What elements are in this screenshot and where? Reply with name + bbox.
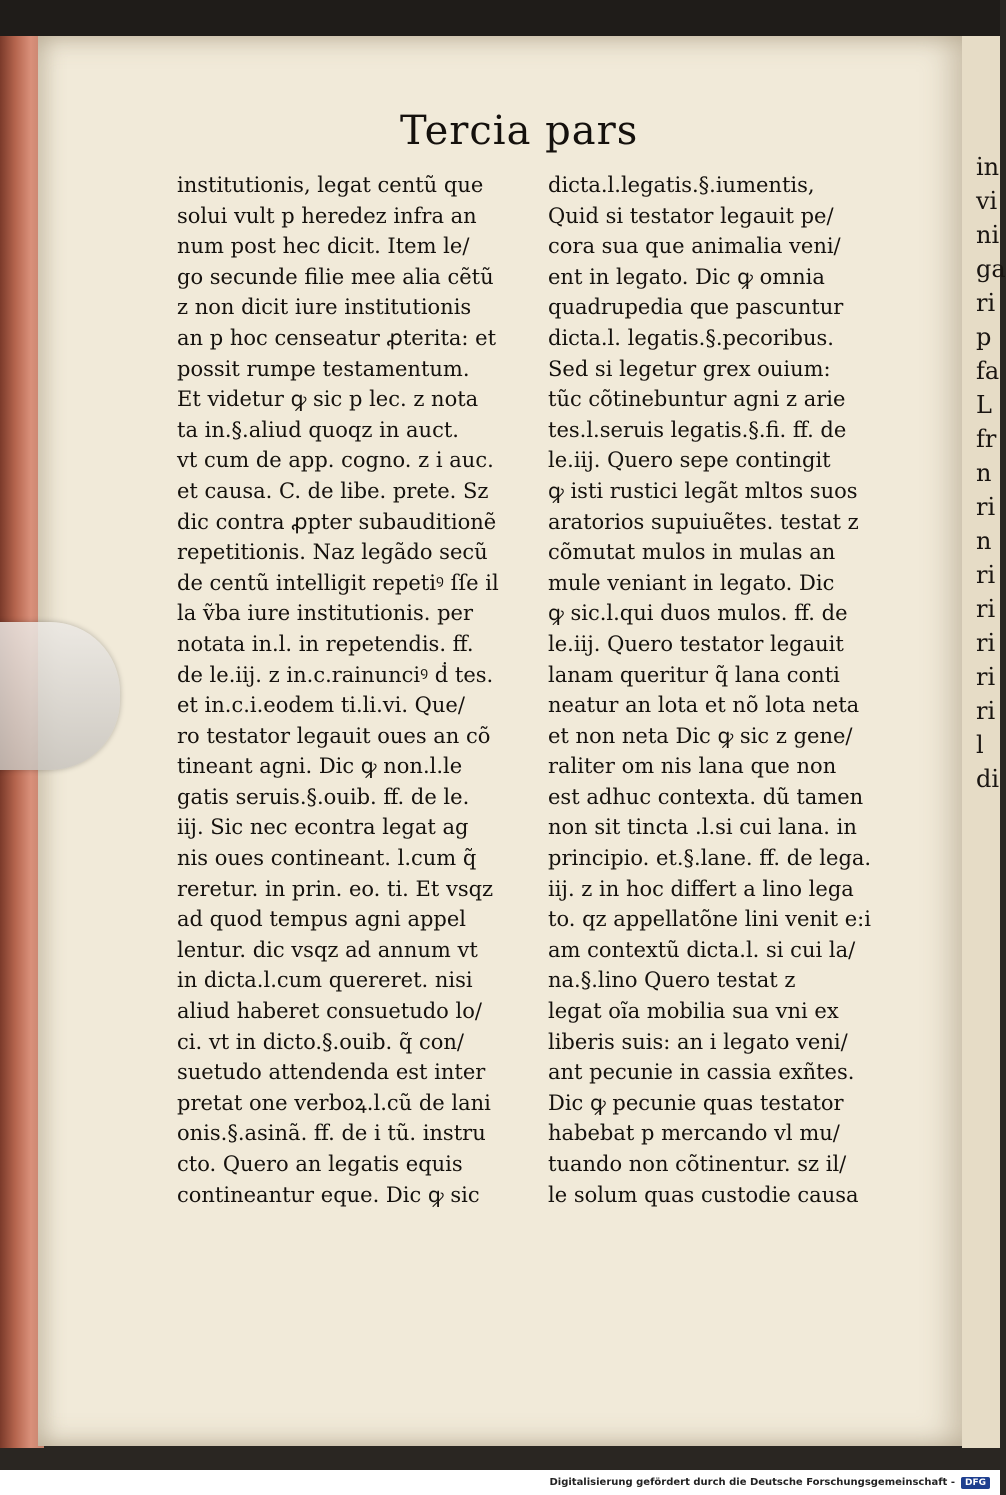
text-line: dic contra ꝓpter subauditionẽ — [177, 509, 497, 534]
right-text-column — [548, 170, 908, 1210]
text-line: tineant agni. Dic ꝙ non.l.le — [177, 754, 463, 779]
text-line: quadrupedia que pascuntur — [548, 295, 844, 320]
facing-fragment: ri — [976, 493, 996, 521]
text-line: lanam queritur q̃ lana conti — [548, 662, 840, 687]
facing-fragment: ni — [976, 221, 1000, 249]
text-line: principio. et.§.lane. ff. de lega. — [548, 846, 872, 871]
text-line: habebat p mercando vl mu/ — [548, 1121, 840, 1146]
text-line: le solum quas custodie causa — [548, 1182, 859, 1207]
text-line: aliud haberet consuetudo lo/ — [177, 999, 482, 1024]
text-line: et non neta Dic ꝙ sic z gene/ — [548, 723, 853, 748]
text-line: ent in legato. Dic ꝙ omnia — [548, 264, 825, 289]
text-line: iij. z in hoc differt a lino lega — [548, 876, 854, 901]
facing-fragment: ri — [976, 663, 996, 691]
text-line: lentur. dic vsqz ad annum vt — [177, 937, 478, 962]
text-line: cto. Quero an legatis equis — [177, 1152, 463, 1176]
text-line: Dic ꝙ pecunie quas testator — [548, 1090, 844, 1115]
text-line: ci. vt in dicto.§.ouib. q̃ con/ — [177, 1029, 465, 1054]
text-line: in dicta.l.cum quereret. nisi — [177, 968, 473, 993]
facing-fragment: in — [976, 153, 1000, 181]
text-line: la ṽba iure institutionis. per — [177, 601, 474, 626]
text-line: an p hoc censeatur ꝓterita: et — [177, 325, 497, 350]
text-line: pretat one verboꝝ.l.cũ de lani — [177, 1090, 491, 1115]
facing-fragment: ri — [976, 595, 996, 623]
text-line: cõmutat mulos in mulas an — [548, 540, 836, 565]
text-line: vt cum de app. cogno. z i auc. — [177, 448, 494, 473]
dfg-logo: DFG — [961, 1477, 990, 1489]
text-line: am contextũ dicta.l. si cui la/ — [548, 937, 856, 962]
facing-fragment: di — [976, 765, 1000, 793]
text-line: tuando non cõtinentur. sz il/ — [548, 1152, 847, 1176]
facing-fragment: ga — [976, 255, 1006, 283]
text-line: le.iij. Quero testator legauit — [548, 631, 844, 656]
text-line: non sit tincta .l.si cui lana. in — [548, 815, 857, 840]
text-line: le.iij. Quero sepe contingit — [548, 448, 831, 473]
text-line: tes.l.seruis legatis.§.fi. ff. de — [548, 417, 847, 442]
text-line: iij. Sic nec econtra legat ag — [177, 815, 469, 840]
text-line: gatis seruis.§.ouib. ff. de le. — [177, 784, 470, 809]
text-line: neatur an lota et nõ lota neta — [548, 693, 860, 718]
footer-credit-text: Digitalisierung gefördert durch die Deutsche Forschungsgemeinschaft - — [549, 1477, 955, 1488]
text-line: est adhuc contexta. dũ tamen — [548, 784, 864, 809]
facing-fragment: ri — [976, 561, 996, 589]
facing-fragment: ri — [976, 629, 996, 657]
text-line: cora sua que animalia veni/ — [548, 234, 841, 259]
text-line: aratorios supuiuẽtes. testat z — [548, 509, 859, 534]
text-line: de centũ intelligit repetiꝰ ſſe il — [177, 570, 499, 595]
facing-page-text — [976, 150, 1006, 796]
text-line: Quid si testator legauit pe/ — [548, 203, 834, 228]
left-text-column — [177, 170, 532, 1210]
text-line: na.§.lino Quero testat z — [548, 968, 796, 993]
text-line: ꝙ isti rustici legãt mltos suos — [548, 478, 858, 503]
text-line: ta in.§.aliud quoqz in auct. — [177, 417, 459, 442]
text-line: ant pecunie in cassia exñtes. — [548, 1060, 855, 1085]
text-line: possit rumpe testamentum. — [177, 356, 470, 381]
facing-fragment: ri — [976, 697, 996, 725]
facing-fragment: p — [976, 323, 992, 351]
text-line: et in.c.i.eodem ti.li.vi. Que/ — [177, 693, 465, 718]
facing-fragment: fa — [976, 357, 1000, 385]
facing-fragment: L — [976, 391, 992, 419]
text-line: num post hec dicit. Item le/ — [177, 234, 470, 259]
text-line: to. qz appellatõne lini venit e:i — [548, 907, 871, 932]
facing-fragment: fr — [976, 425, 997, 453]
text-line: liberis suis: an i legato veni/ — [548, 1029, 848, 1054]
facing-fragment: l — [976, 731, 984, 759]
text-line: institutionis, legat centũ que — [177, 173, 484, 197]
text-line: legat oĩa mobilia sua vni ex — [548, 999, 839, 1024]
running-header: Tercia pars — [400, 108, 639, 154]
text-line: onis.§.asinã. ff. de i tũ. instru — [177, 1121, 486, 1146]
text-line: Et videtur ꝙ sic p lec. z nota — [177, 387, 479, 412]
text-line: reretur. in prin. eo. ti. Et vsqz — [177, 876, 494, 901]
facing-fragment: n — [976, 527, 992, 555]
text-line: ꝙ sic.l.qui duos mulos. ff. de — [548, 601, 848, 626]
text-line: mule veniant in legato. Dic — [548, 570, 835, 595]
text-line: et causa. C. de libe. prete. Sz — [177, 478, 489, 503]
text-line: dicta.l.legatis.§.iumentis, — [548, 173, 815, 197]
text-line: z non dicit iure institutionis — [177, 295, 472, 320]
text-line: suetudo attendenda est inter — [177, 1060, 486, 1085]
text-line: ro testator legauit oues an cõ — [177, 723, 491, 748]
text-line: nis oues contineant. l.cum q̃ — [177, 846, 477, 871]
text-line: notata in.l. in repetendis. ff. — [177, 631, 474, 656]
text-line: contineantur eque. Dic ꝙ sic — [177, 1182, 480, 1207]
text-line: Sed si legetur grex ouium: — [548, 356, 831, 381]
facing-fragment: n — [976, 459, 992, 487]
text-line: ad quod tempus agni appel — [177, 907, 466, 932]
text-line: repetitionis. Naz legãdo secũ — [177, 540, 488, 565]
text-line: de le.iij. z in.c.rainunciꝰ ḋ tes. — [177, 662, 494, 687]
text-line: tũc cõtinebuntur agni z arie — [548, 387, 846, 412]
text-line: dicta.l. legatis.§.pecoribus. — [548, 325, 834, 350]
text-line: go secunde filie mee alia cẽtũ — [177, 264, 494, 289]
scan-top-border — [0, 0, 1000, 40]
digitization-footer — [0, 1470, 1000, 1495]
facing-fragment: vi — [976, 187, 998, 215]
facing-fragment: ri — [976, 289, 996, 317]
text-line: solui vult p heredez infra an — [177, 203, 477, 228]
text-line: raliter om nis lana que non — [548, 754, 837, 779]
